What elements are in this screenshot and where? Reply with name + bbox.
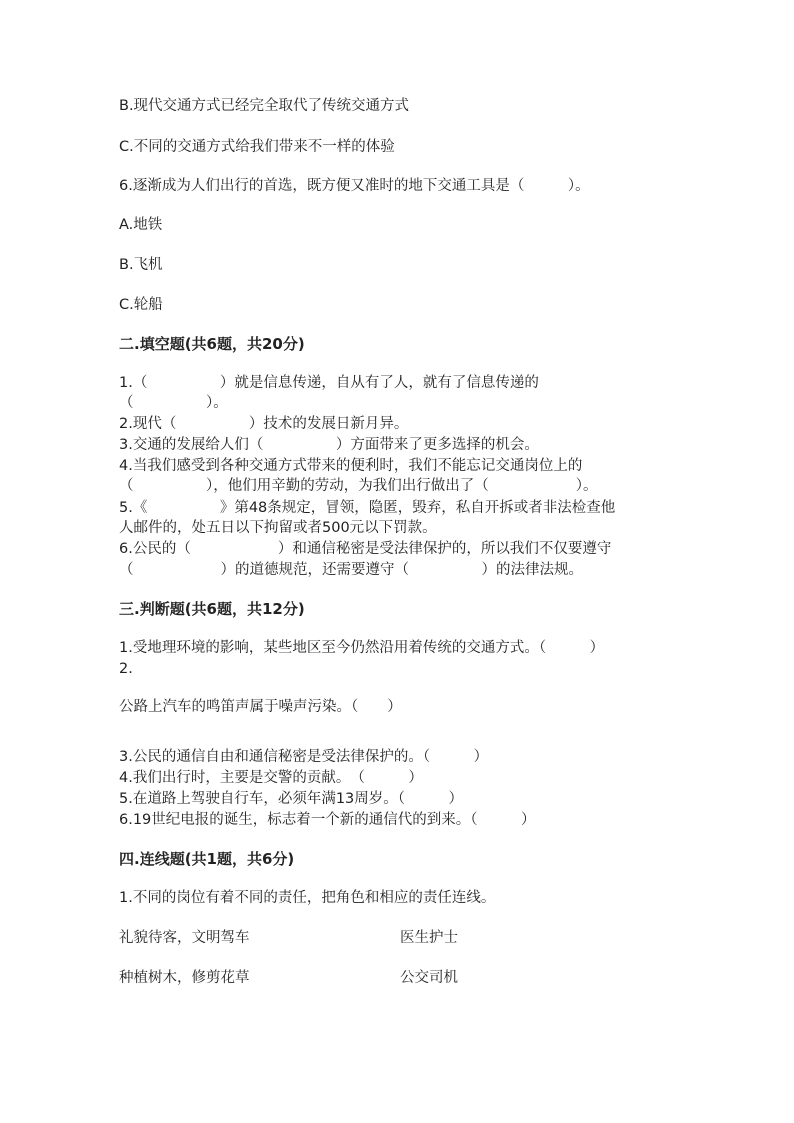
question-6: 6.逐渐成为人们出行的首选，既方便又准时的地下交通工具是（ ）。 (119, 178, 590, 194)
judge-question-1: 1.受地理环境的影响，某些地区至今仍然沿用着传统的交通方式。（ ） (119, 640, 605, 656)
fill-question-4-cont: （ ），他们用辛勤的劳动，为我们出行做出了（ ）。 (119, 478, 598, 494)
option-b: B.现代交通方式已经完全取代了传统交通方式 (119, 98, 410, 114)
judge-question-2-number: 2. (119, 661, 133, 677)
option-a: A.地铁 (119, 217, 163, 233)
fill-question-6: 6.公民的（ ）和通信秘密是受法律保护的，所以我们不仅要遵守 (119, 541, 612, 557)
fill-question-2: 2.现代（ ）技术的发展日新月异。 (119, 416, 409, 432)
fill-question-5: 5.《 》第48条规定，冒领，隐匿，毁弃，私自开拆或者非法检查他 (119, 500, 616, 516)
section-heading-true-false: 三.判断题(共6题，共12分) (119, 600, 305, 618)
section-heading-matching: 四.连线题(共1题，共6分) (119, 850, 295, 868)
judge-question-6: 6.19世纪电报的诞生，标志着一个新的通信代的到来。（ ） (119, 812, 536, 828)
option-b: B.飞机 (119, 257, 163, 273)
matching-left-item-2: 种植树木，修剪花草 (119, 970, 250, 986)
judge-question-5: 5.在道路上驾驶自行车，必须年满13周岁。（ ） (119, 791, 464, 807)
matching-right-item-1: 医生护士 (400, 930, 458, 946)
option-c: C.轮船 (119, 297, 163, 313)
fill-question-3: 3.交通的发展给人们（ ）方面带来了更多选择的机会。 (119, 437, 539, 453)
fill-question-5-cont: 人邮件的，处五日以下拘留或者500元以下罚款。 (119, 520, 437, 536)
judge-question-3: 3.公民的通信自由和通信秘密是受法律保护的。（ ） (119, 749, 489, 765)
judge-question-4: 4.我们出行时，主要是交警的贡献。 （ ） (119, 770, 423, 786)
fill-question-4: 4.当我们感受到各种交通方式带来的便利时，我们不能忘记交通岗位上的 (119, 458, 583, 474)
judge-question-2: 公路上汽车的鸣笛声属于噪声污染。（ ） (119, 699, 402, 715)
matching-left-item-1: 礼貌待客，文明驾车 (119, 930, 250, 946)
fill-question-1-cont: （ ）。 (119, 395, 228, 411)
option-c: C.不同的交通方式给我们带来不一样的体验 (119, 139, 395, 155)
fill-question-6-cont: （ ）的道德规范，还需要遵守（ ）的法律法规。 (119, 562, 583, 578)
matching-question-1: 1.不同的岗位有着不同的责任，把角色和相应的责任连线。 (119, 890, 496, 906)
matching-right-item-2: 公交司机 (400, 970, 458, 986)
section-heading-fill-blank: 二.填空题(共6题，共20分) (119, 335, 305, 353)
fill-question-1: 1.（ ）就是信息传递，自从有了人，就有了信息传递的 (119, 375, 539, 391)
